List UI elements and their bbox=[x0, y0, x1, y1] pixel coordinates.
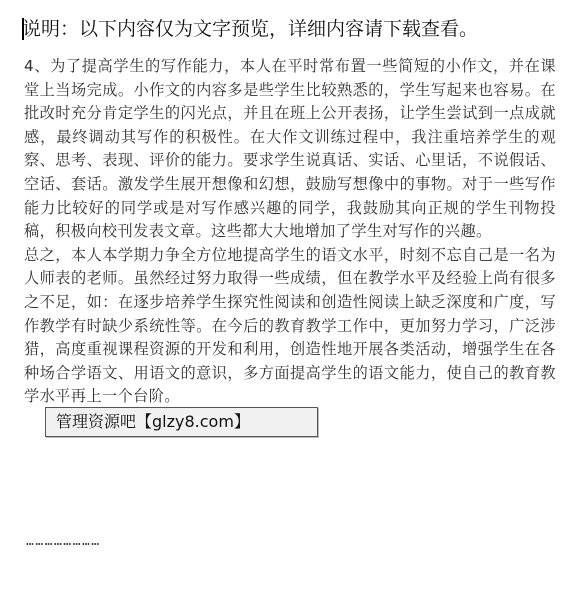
site-watermark: 管理资源吧【glzy8.com】 bbox=[45, 407, 318, 437]
paragraph-writing-ability: 4、为了提高学生的写作能力，本人在平时常布置一些简短的小作文，并在课堂上当场完成。小作文的内容多是些学生比较熟悉的，学生写起来也容易。在批改时充分肯定学生的闪光点，并且在班上公开表扬，让学生尝试到一点成就感，最终调动其写作的积极性。在大作文训练过程中，我注重培养学生的观察、思考、表现、评价的能力。要求学生说真话、实话、心里话，不说假话、空话、套话。激发学生展开想像和幻想，鼓励写想像中的事物。对于一些写作能力比较好的同学或是对写作感兴趣的同学，我鼓励其向正规的学生刊物投稿，积极向校刊发表文章。这些都大大地增加了学生对写作的兴趣。 bbox=[24, 57, 556, 241]
document-body bbox=[24, 55, 556, 409]
ellipsis-divider: …………………… bbox=[26, 534, 101, 549]
preview-notice: 说明：以下内容仅为文字预览，详细内容请下载查看。 bbox=[22, 18, 479, 40]
paragraph-summary: 总之，本人本学期力争全方位地提高学生的语文水平，时刻不忘自己是一名为人师表的老师。虽然经过努力取得一些成绩，但在教学水平及经验上尚有很多之不足，如：在逐步培养学生探究性阅读和创造性阅读上缺乏深度和广度，写作教学有时缺少系统性等。在今后的教育教学工作中，更加努力学习，广泛涉猎，高度重视课程资源的开发和利用，创造性地开展各类活动，增强学生在各种场合学语文、用语文的意识，多方面提高学生的语文能力，使自己的教育教学水平再上一个台阶。 bbox=[24, 245, 556, 406]
